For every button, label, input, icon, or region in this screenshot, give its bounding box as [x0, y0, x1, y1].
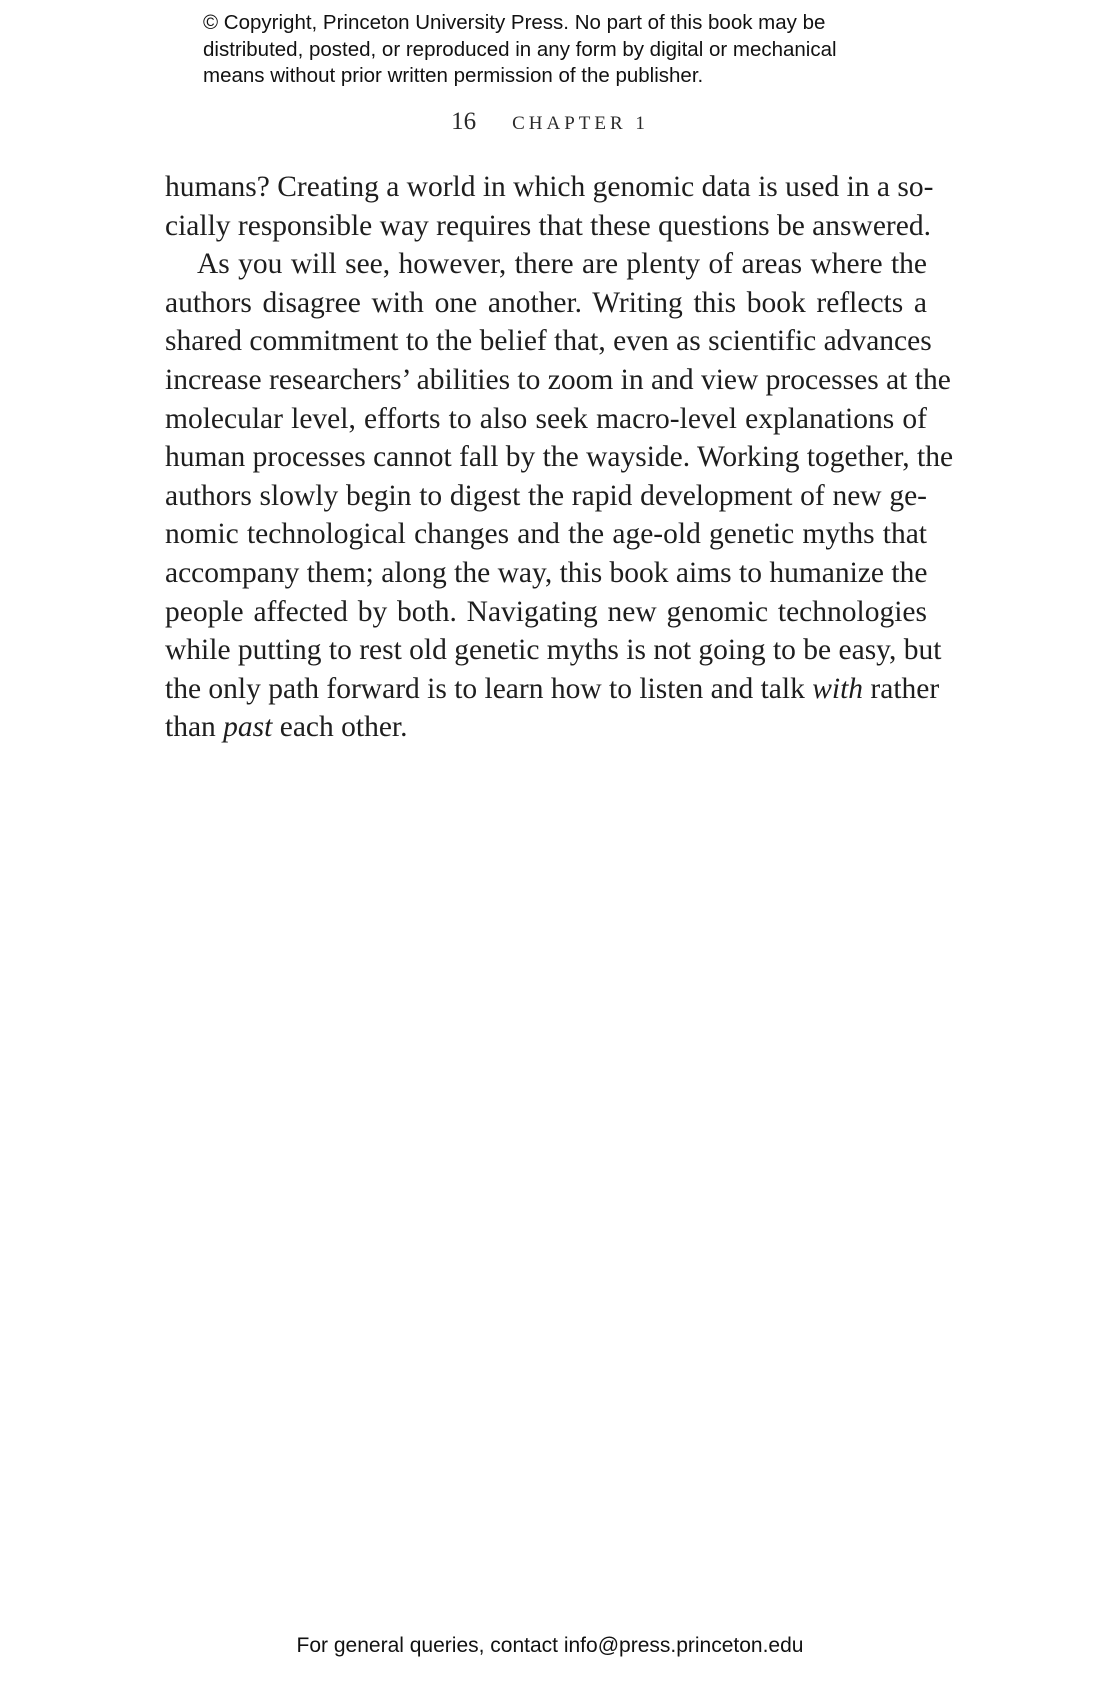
running-head	[0, 108, 1100, 136]
text-line: cially responsible way requires that these questions be answered.	[165, 209, 931, 242]
emphasis-with: with	[812, 672, 864, 705]
copyright-notice	[203, 10, 923, 90]
text-line: humans? Creating a world in which genomic data is used in a so-	[165, 171, 934, 203]
text-line: nomic technological changes and the age-old genetic myths that	[165, 518, 927, 551]
copyright-line: means without prior written permission of the publisher.	[203, 64, 704, 87]
text-line: people affected by both. Navigating new genomic technologies	[165, 595, 927, 628]
text-line: shared commitment to the belief that, even as scientific advances	[165, 325, 932, 358]
text-line: authors disagree with one another. Writing this book reflects a	[165, 286, 927, 319]
text-fragment: than	[165, 711, 224, 744]
text-line	[165, 670, 940, 709]
body-text	[165, 168, 954, 747]
text-fragment: the only path forward is to learn how to listen and talk	[165, 672, 813, 705]
text-line: molecular level, efforts to also seek macro-level explanations of	[165, 402, 927, 435]
text-line: As you will see, however, there are plenty of areas where the	[197, 248, 927, 281]
text-fragment: each other.	[272, 711, 408, 744]
text-line: accompany them; along the way, this book aims to humanize the	[165, 556, 928, 589]
text-line: increase researchers’ abilities to zoom in and view processes at the	[165, 363, 951, 396]
text-line: human processes cannot fall by the wayside. Working together, the	[165, 441, 954, 474]
copyright-line: © Copyright, Princeton University Press. No part of this book may be	[203, 11, 826, 34]
text-fragment: rather	[863, 672, 940, 705]
text-line: while putting to rest old genetic myths is not going to be easy, but	[165, 634, 942, 667]
text-line	[165, 708, 927, 747]
page-number: 16	[451, 108, 477, 135]
emphasis-past: past	[223, 711, 273, 744]
footer-contact: For general queries, contact info@press.princeton.edu	[296, 1634, 804, 1657]
copyright-line: distributed, posted, or reproduced in any form by digital or mechanical	[203, 37, 837, 61]
text-line: authors slowly begin to digest the rapid development of new ge-	[165, 479, 927, 512]
chapter-label: CHAPTER 1	[512, 113, 649, 134]
